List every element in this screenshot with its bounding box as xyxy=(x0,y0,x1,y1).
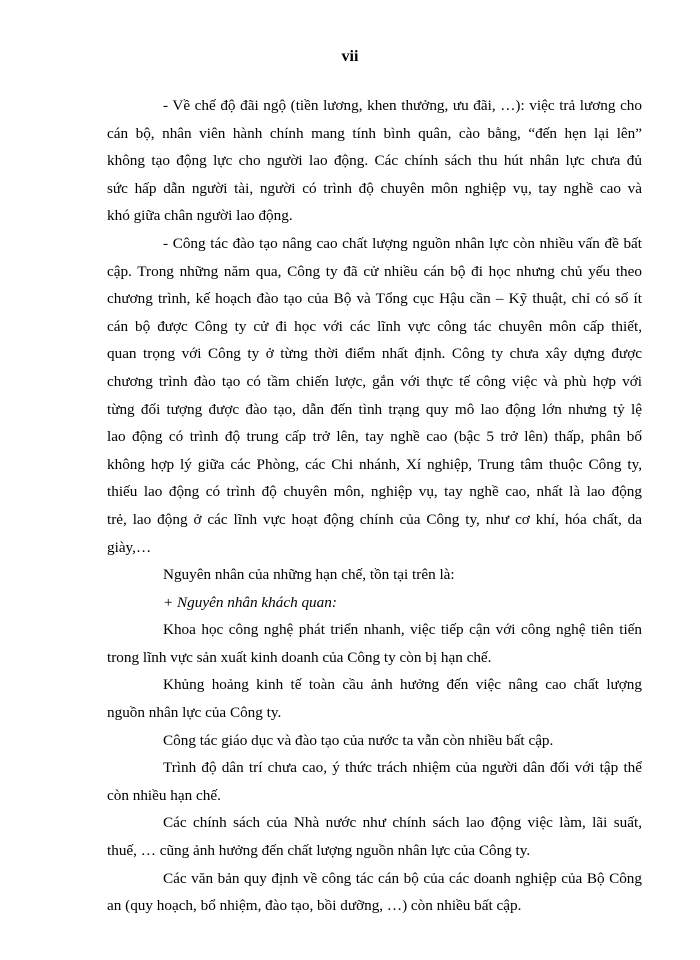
paragraph xyxy=(107,616,642,671)
text-line: Các chính sách của Nhà nước như chính sách lao động việc làm, lãi suất, xyxy=(163,814,642,832)
text-line: giày,… xyxy=(107,538,152,556)
text-line: khó giữa chân người lao động. xyxy=(107,207,293,225)
paragraph xyxy=(107,230,642,561)
text-line: trẻ, lao động ở các lĩnh vực hoạt động chính của Công ty, như cơ khí, hóa chất, da xyxy=(107,510,642,528)
text-line: không tạo động lực cho người lao động. Các chính sách thu hút nhân lực chưa đủ xyxy=(107,152,642,170)
body-text xyxy=(107,92,642,920)
text-line: Khủng hoảng kinh tế toàn cầu ảnh hưởng đến việc nâng cao chất lượng xyxy=(163,676,642,694)
text-line: cán bộ, nhân viên hành chính mang tính bình quân, cào bằng, “đến hẹn lại lên” xyxy=(107,124,642,142)
text-line: Các văn bản quy định về công tác cán bộ của các doanh nghiệp của Bộ Công xyxy=(163,869,642,887)
text-line: thuế, … cũng ảnh hưởng đến chất lượng nguồn nhân lực của Công ty. xyxy=(107,842,531,860)
text-line: từng đối tượng được đào tạo, dẫn đến tình trạng quy mô lao động lớn nhưng tỷ lệ xyxy=(107,400,642,418)
page-number: vii xyxy=(341,48,359,65)
paragraph xyxy=(107,589,642,617)
text-line: chương trình, kế hoạch đào tạo của Bộ và Tổng cục Hậu cần – Kỹ thuật, chỉ có số ít xyxy=(107,290,642,308)
text-line: Công tác giáo dục và đào tạo của nước ta vẫn còn nhiều bất cập. xyxy=(163,731,554,749)
text-line: Nguyên nhân của những hạn chế, tồn tại trên là: xyxy=(163,566,455,584)
text-line: chương trình đào tạo có tầm chiến lược, gắn với thực tế công việc và phù hợp với xyxy=(107,372,642,390)
text-line: Trình độ dân trí chưa cao, ý thức trách nhiệm của người dân đối với tập thể xyxy=(163,759,642,777)
paragraph xyxy=(107,92,642,230)
text-line: an (quy hoạch, bổ nhiệm, đào tạo, bồi dưỡng, …) còn nhiều bất cập. xyxy=(107,897,522,915)
paragraph xyxy=(107,754,642,809)
text-line: lao động có trình độ trung cấp trở lên, tay nghề cao (bậc 5 trở lên) thấp, phân bố xyxy=(107,428,642,446)
text-line: - Công tác đào tạo nâng cao chất lượng nguồn nhân lực còn nhiều vấn đề bất xyxy=(163,234,642,252)
paragraph xyxy=(107,561,642,589)
text-line: còn nhiều hạn chế. xyxy=(107,786,221,804)
text-line: cán bộ được Công ty cử đi học với các lĩnh vực công tác chuyên môn cấp thiết, xyxy=(107,317,642,335)
paragraph xyxy=(107,671,642,726)
text-line: không hợp lý giữa các Phòng, các Chi nhánh, Xí nghiệp, Trung tâm thuộc Công ty, xyxy=(107,455,642,473)
text-line: nguồn nhân lực của Công ty. xyxy=(107,704,282,722)
text-line: trong lĩnh vực sản xuất kinh doanh của Công ty còn bị hạn chế. xyxy=(107,648,492,666)
text-line: cập. Trong những năm qua, Công ty đã cử nhiều cán bộ đi học nhưng chủ yếu theo xyxy=(107,262,642,280)
text-line: + Nguyên nhân khách quan: xyxy=(163,593,337,611)
text-line: Khoa học công nghệ phát triển nhanh, việc tiếp cận với công nghệ tiên tiến xyxy=(163,621,642,639)
text-line: quan trọng với Công ty ở từng thời điểm nhất định. Công ty chưa xây dựng được xyxy=(107,345,642,363)
paragraph xyxy=(107,865,642,920)
text-line: sức hấp dẫn người tài, người có trình độ chuyên môn nghiệp vụ, tay nghề cao và xyxy=(107,179,642,197)
text-line: thiếu lao động có trình độ chuyên môn, nghiệp vụ, tay nghề cao, nhất là lao động xyxy=(107,483,642,501)
paragraph xyxy=(107,809,642,864)
paragraph xyxy=(107,727,642,755)
text-line: - Về chế độ đãi ngộ (tiền lương, khen thưởng, ưu đãi, …): việc trả lương cho xyxy=(163,97,642,114)
